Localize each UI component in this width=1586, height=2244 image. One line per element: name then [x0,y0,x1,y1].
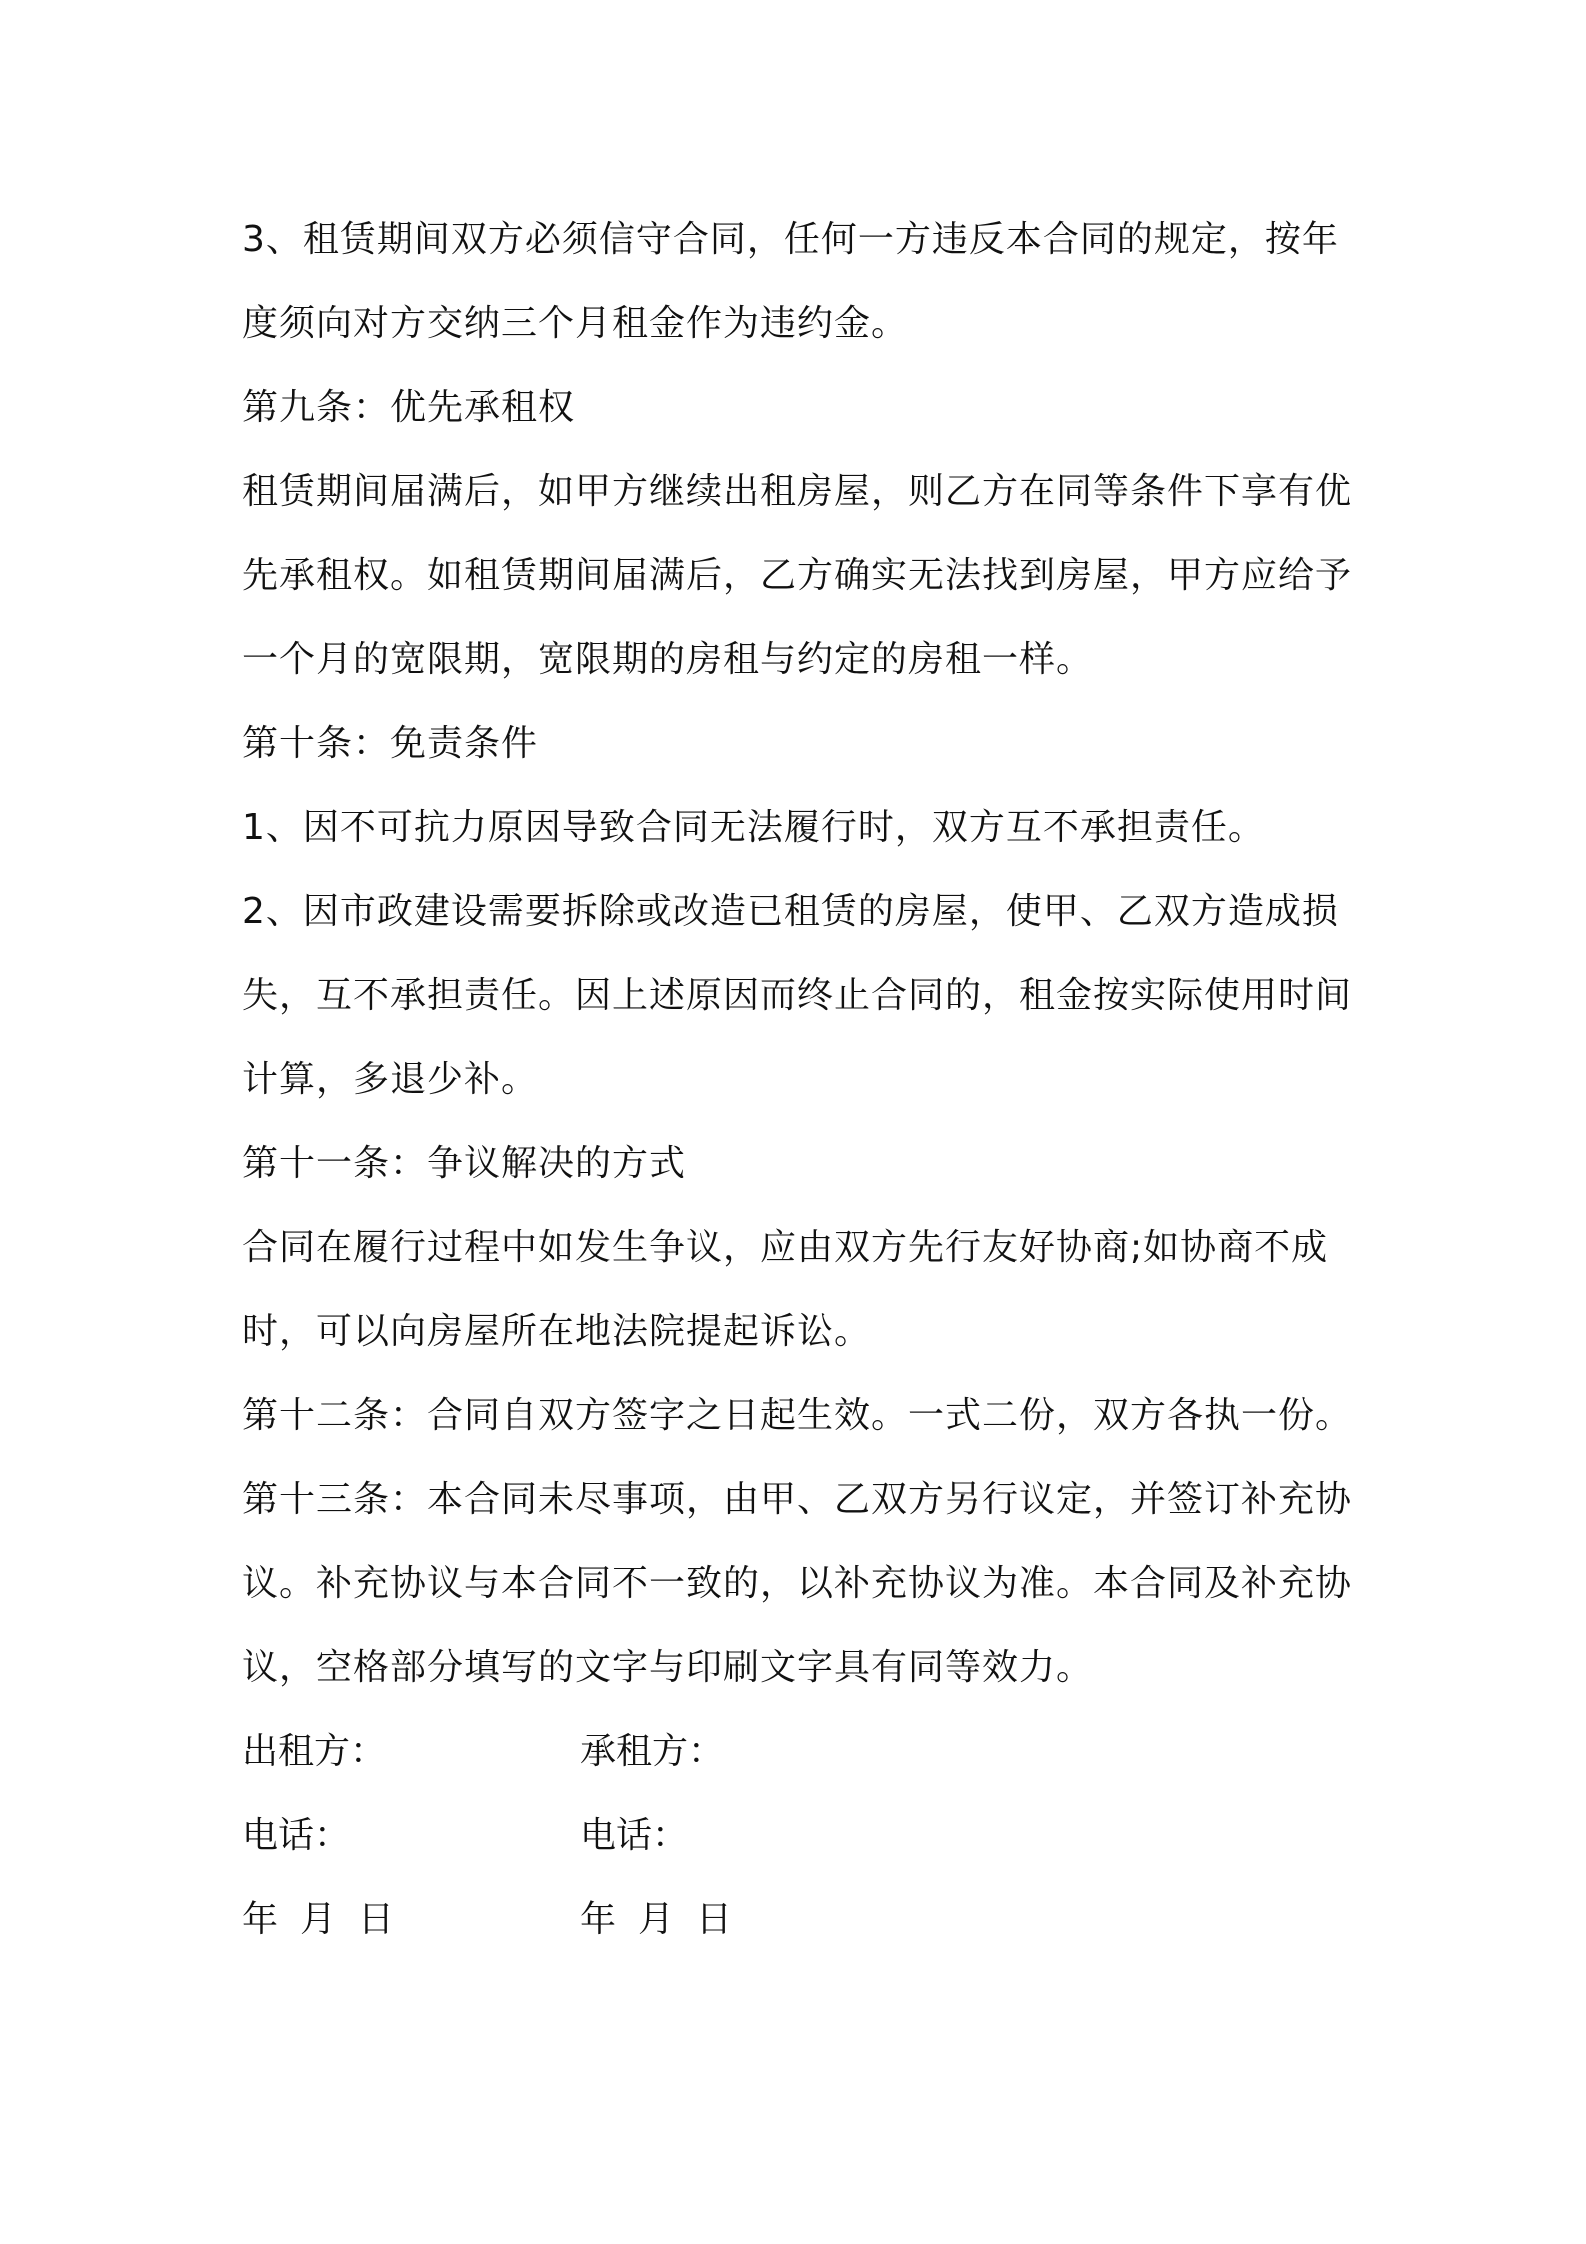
paragraph-line: 失，互不承担责任。因上述原因而终止合同的，租金按实际使用时间 [242,975,1353,1016]
paragraph-line: 先承租权。如租赁期间届满后，乙方确实无法找到房屋，甲方应给予 [242,555,1353,596]
signature-date-row [242,1878,1362,1962]
article-heading: 第十条：免责条件 [242,723,539,764]
signature-party-row [242,1710,1362,1794]
paragraph-line: 时，可以向房屋所在地法院提起诉讼。 [242,1311,872,1352]
article-line: 第十二条：合同自双方签字之日起生效。一式二份，双方各执一份。 [242,1395,1353,1436]
lessor-date-year: 年 [242,1899,279,1940]
paragraph-line: 一个月的宽限期，宽限期的房租与约定的房租一样。 [242,639,1094,680]
paragraph-line: 计算，多退少补。 [242,1059,539,1100]
article-line: 第十三条：本合同未尽事项，由甲、乙双方另行议定，并签订补充协 [242,1479,1353,1520]
paragraph-line: 3、租赁期间双方必须信守合同，任何一方违反本合同的规定，按年 [242,219,1339,260]
paragraph-line: 度须向对方交纳三个月租金作为违约金。 [242,303,909,344]
lessee-label: 承租方： [580,1731,725,1772]
lessor-label: 出租方： [242,1731,387,1772]
lessor-date-day: 日 [358,1899,395,1940]
paragraph-line: 议。补充协议与本合同不一致的，以补充协议为准。本合同及补充协 [242,1563,1353,1604]
paragraph-line: 1、因不可抗力原因导致合同无法履行时，双方互不承担责任。 [242,807,1265,848]
lessee-date-day: 日 [696,1899,733,1940]
paragraph-line: 2、因市政建设需要拆除或改造已租赁的房屋，使甲、乙双方造成损 [242,891,1339,932]
lessee-date-month: 月 [638,1899,675,1940]
lessor-phone-label: 电话： [242,1815,351,1856]
paragraph-line: 租赁期间届满后，如甲方继续出租房屋，则乙方在同等条件下享有优 [242,471,1353,512]
lessor-date-month: 月 [300,1899,337,1940]
paragraph-line: 合同在履行过程中如发生争议，应由双方先行友好协商;如协商不成 [242,1227,1329,1268]
lessee-phone-label: 电话： [580,1815,689,1856]
article-heading: 第十一条：争议解决的方式 [242,1143,687,1184]
article-heading: 第九条：优先承租权 [242,387,576,428]
lessee-date-year: 年 [580,1899,617,1940]
lessee-date [580,1878,754,1962]
contract-body [242,198,1362,1962]
signature-phone-row [242,1794,1362,1878]
lessor-date [242,1878,416,1962]
paragraph-line: 议，空格部分填写的文字与印刷文字具有同等效力。 [242,1647,1094,1688]
